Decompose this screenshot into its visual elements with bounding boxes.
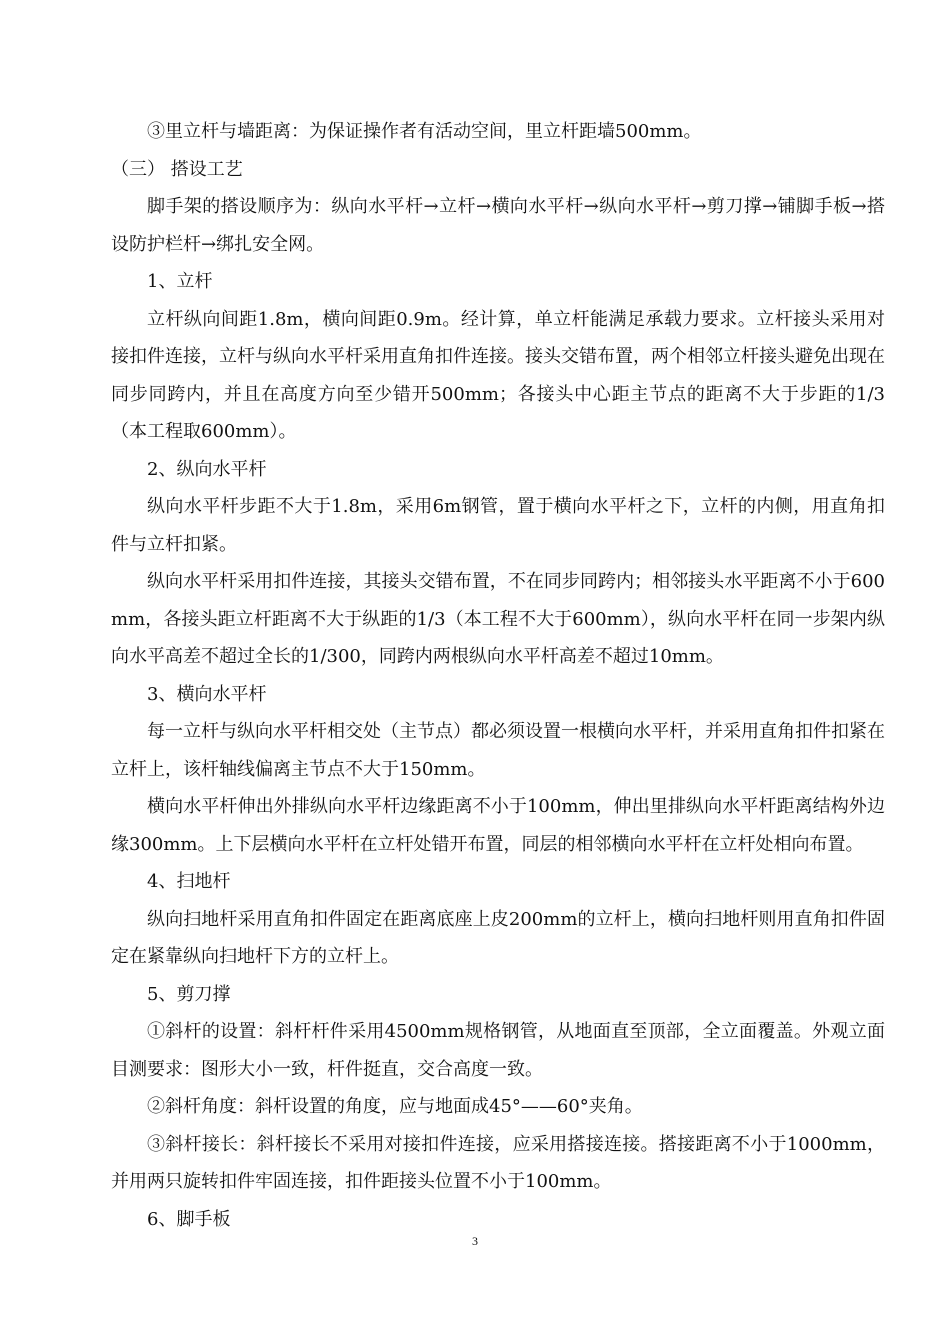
subheading-longitudinal-bar: 2、纵向水平杆 <box>147 458 267 480</box>
paragraph-sweeping-bar: 纵向扫地杆采用直角扣件固定在距离底座上皮200mm的立杆上，横向扫地杆则用直角扣件固定在紧靠纵向扫地杆下方的立杆上。 <box>111 908 885 967</box>
subheading-vertical-pole: 1、立杆 <box>147 271 213 292</box>
subheading-transverse-bar: 3、横向水平杆 <box>147 683 267 705</box>
paragraph-longitudinal-bar-2: 纵向水平杆采用扣件连接，其接头交错布置，不在同步同跨内；相邻接头水平距离不小于600mm，各接头距立杆距离不大于纵距的1/3（本工程不大于600mm），纵向水平杆在同一步架内纵向水平高差不超过全长的1/300，同跨内两根纵向水平杆高差不超过10mm。 <box>111 571 885 667</box>
paragraph-erection-sequence: 脚手架的搭设顺序为：纵向水平杆→立杆→横向水平杆→纵向水平杆→剪刀撑→铺脚手板→搭设防护栏杆→绑扎安全网。 <box>111 196 885 255</box>
body-text <box>111 113 885 1238</box>
subheading-cross-bracing: 5、剪刀撑 <box>147 983 231 1005</box>
paragraph-diagonal-setup: ①斜杆的设置：斜杆杆件采用4500mm规格钢管，从地面直至顶部，全立面覆盖。外观立面目测要求：图形大小一致，杆件挺直，交合高度一致。 <box>111 1021 885 1080</box>
subheading-sweeping-bar: 4、扫地杆 <box>147 871 231 892</box>
paragraph-diagonal-extension: ③斜杆接长：斜杆接长不采用对接扣件连接，应采用搭接连接。搭接距离不小于1000mm，并用两只旋转扣件牢固连接，扣件距接头位置不小于100mm。 <box>111 1133 885 1192</box>
section-heading-erection-process: （三） 搭设工艺 <box>111 158 243 180</box>
paragraph-transverse-bar-2: 横向水平杆伸出外排纵向水平杆边缘距离不小于100mm，伸出里排纵向水平杆距离结构外边缘300mm。上下层横向水平杆在立杆处错开布置，同层的相邻横向水平杆在立杆处相向布置。 <box>111 796 885 855</box>
paragraph-diagonal-angle: ②斜杆角度：斜杆设置的角度，应与地面成45°——60°夹角。 <box>147 1096 643 1117</box>
paragraph-transverse-bar-1: 每一立杆与纵向水平杆相交处（主节点）都必须设置一根横向水平杆，并采用直角扣件扣紧在立杆上，该杆轴线偏离主节点不大于150mm。 <box>111 721 885 780</box>
page-number: 3 <box>472 1234 478 1248</box>
paragraph-vertical-pole: 立杆纵向间距1.8m，横向间距0.9m。经计算，单立杆能满足承载力要求。立杆接头采用对接扣件连接，立杆与纵向水平杆采用直角扣件连接。接头交错布置，两个相邻立杆接头避免出现在同步同跨内，并且在高度方向至少错开500mm；各接头中心距主节点的距离不大于步距的1/3（本工程取600mm）。 <box>111 308 885 442</box>
paragraph-inner-pole-distance: ③里立杆与墙距离：为保证操作者有活动空间，里立杆距墙500mm。 <box>147 121 702 142</box>
paragraph-longitudinal-bar-1: 纵向水平杆步距不大于1.8m，采用6m钢管，置于横向水平杆之下，立杆的内侧，用直角扣件与立杆扣紧。 <box>111 496 885 555</box>
subheading-scaffold-board: 6、脚手板 <box>147 1208 231 1230</box>
